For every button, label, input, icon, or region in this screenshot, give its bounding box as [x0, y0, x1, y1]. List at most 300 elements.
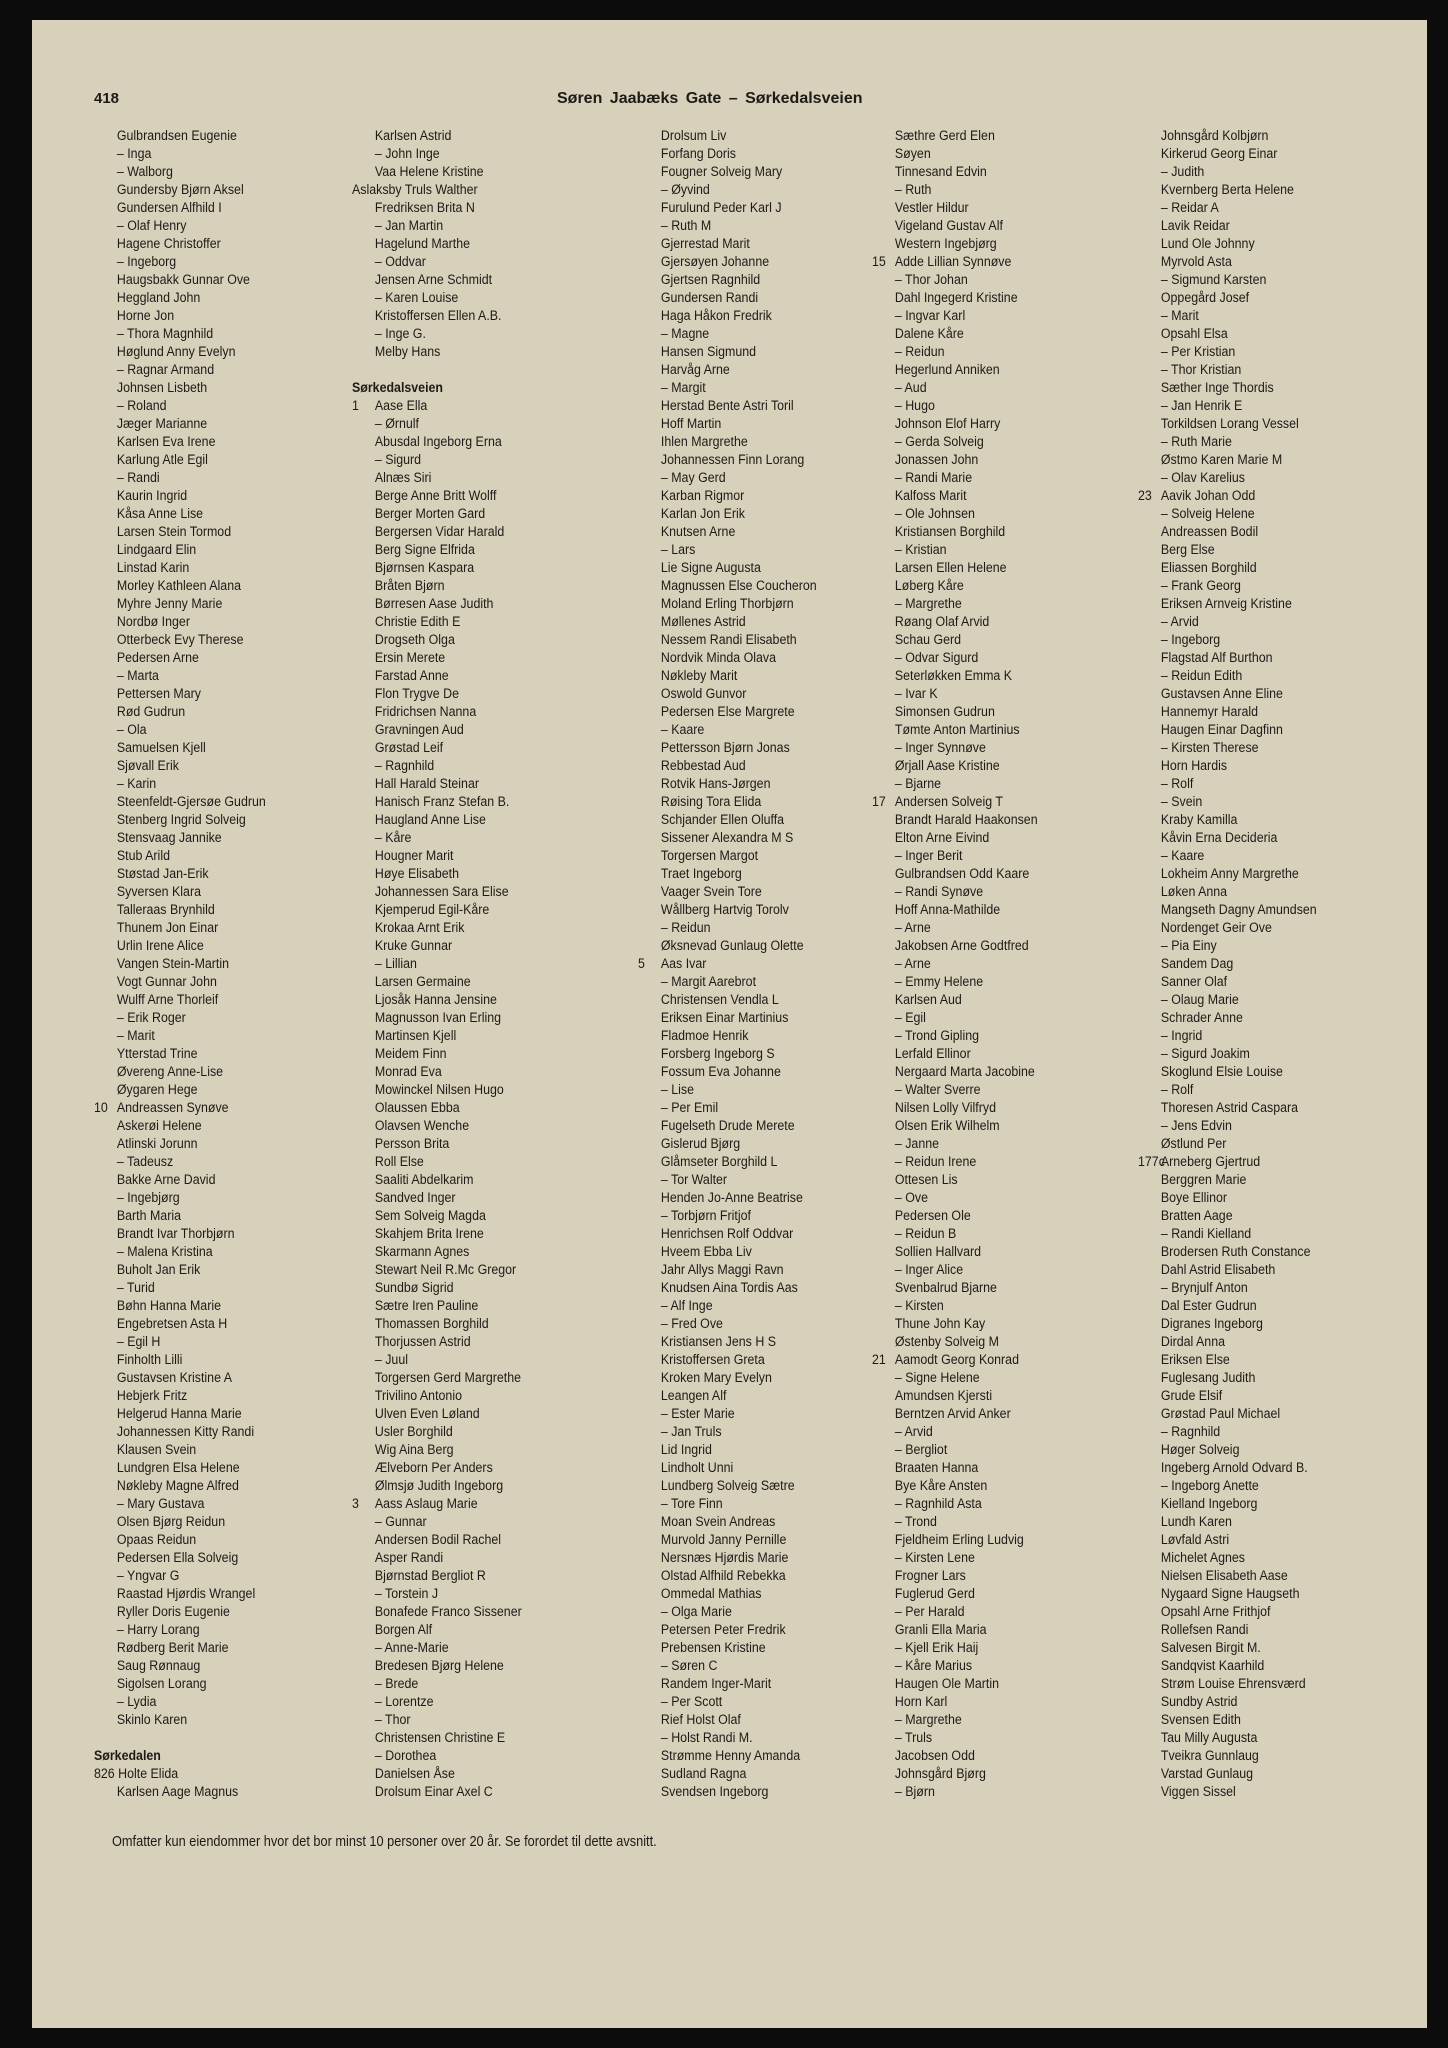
directory-entry	[352, 414, 522, 432]
resident-name: Børresen Aase Judith	[374, 595, 494, 611]
resident-name: Øygaren Hege	[116, 1081, 198, 1097]
resident-name: Vigeland Gustav Alf	[894, 217, 1003, 233]
directory-entry	[872, 342, 1038, 360]
directory-entry	[1138, 486, 1317, 504]
resident-name: Johnsgård Bjørg	[894, 1765, 986, 1781]
directory-entry	[872, 1710, 1038, 1728]
resident-name: – Torbjørn Fritjof	[660, 1207, 751, 1223]
resident-name: – Odvar Sigurd	[894, 649, 979, 665]
directory-entry	[352, 1692, 522, 1710]
directory-entry	[94, 1296, 266, 1314]
directory-entry	[94, 1206, 266, 1224]
directory-entry	[1138, 1296, 1317, 1314]
directory-entry	[1138, 1620, 1317, 1638]
resident-name: Johnson Elof Harry	[894, 415, 1001, 431]
resident-name: Henden Jo-Anne Beatrise	[660, 1189, 803, 1205]
resident-name: Ryller Doris Eugenie	[116, 1603, 230, 1619]
directory-entry	[94, 450, 266, 468]
directory-entry	[1138, 324, 1317, 342]
resident-name: Aass Aslaug Marie	[374, 1495, 478, 1511]
directory-entry	[352, 252, 522, 270]
resident-name: Talleraas Brynhild	[116, 901, 215, 917]
directory-entry	[872, 936, 1038, 954]
resident-name: Fugelseth Drude Merete	[660, 1117, 795, 1133]
directory-entry	[352, 288, 522, 306]
directory-entry	[638, 828, 817, 846]
directory-entry	[352, 990, 522, 1008]
column-4	[872, 126, 1038, 1800]
resident-name: Hall Harald Steinar	[374, 775, 479, 791]
directory-entry	[352, 1206, 522, 1224]
directory-entry	[94, 594, 266, 612]
resident-name: Drolsum Einar Axel C	[374, 1783, 493, 1799]
directory-entry	[638, 1224, 817, 1242]
directory-entry	[638, 1314, 817, 1332]
resident-name: Glåmseter Borghild L	[660, 1153, 778, 1169]
directory-entry	[94, 306, 266, 324]
resident-name: Haugen Einar Dagfinn	[1160, 721, 1283, 737]
directory-entry	[872, 558, 1038, 576]
resident-name: Ottesen Lis	[894, 1171, 958, 1187]
directory-entry	[352, 558, 522, 576]
resident-name: – May Gerd	[660, 469, 726, 485]
resident-name: – Kaare	[1160, 847, 1205, 863]
directory-entry	[352, 846, 522, 864]
directory-entry	[872, 198, 1038, 216]
directory-entry	[1138, 810, 1317, 828]
directory-entry	[638, 1098, 817, 1116]
directory-entry	[94, 1134, 266, 1152]
directory-entry	[94, 468, 266, 486]
directory-entry	[1138, 792, 1317, 810]
resident-name: Trivilino Antonio	[374, 1387, 462, 1403]
directory-entry	[872, 1296, 1038, 1314]
directory-entry	[1138, 1080, 1317, 1098]
resident-name: Fladmoe Henrik	[660, 1027, 749, 1043]
resident-name: – Margit Aarebrot	[660, 973, 757, 989]
resident-name: Berg Signe Elfrida	[374, 541, 475, 557]
directory-entry	[872, 1260, 1038, 1278]
resident-name: Leangen Alf	[660, 1387, 727, 1403]
resident-name: – Lillian	[374, 955, 417, 971]
directory-entry	[872, 180, 1038, 198]
directory-entry	[638, 1188, 817, 1206]
resident-name: – Reidun B	[894, 1225, 957, 1241]
directory-entry	[1138, 1602, 1317, 1620]
resident-name: Rød Gudrun	[116, 703, 186, 719]
directory-entry	[352, 504, 522, 522]
directory-entry	[872, 1116, 1038, 1134]
house-number: 17	[872, 793, 886, 809]
resident-name: Støstad Jan-Erik	[116, 865, 209, 881]
directory-entry	[872, 1674, 1038, 1692]
resident-name: Harvåg Arne	[660, 361, 730, 377]
resident-name: Grude Elsif	[1160, 1387, 1223, 1403]
resident-name: – Bergliot	[894, 1441, 948, 1457]
resident-name: Vestler Hildur	[894, 199, 969, 215]
directory-entry	[638, 270, 817, 288]
resident-name: – Marit	[116, 1027, 155, 1043]
resident-name: Knudsen Aina Tordis Aas	[660, 1279, 798, 1295]
directory-entry	[352, 1548, 522, 1566]
directory-entry	[352, 738, 522, 756]
resident-name: – Mary Gustava	[116, 1495, 205, 1511]
resident-name: Horn Karl	[894, 1693, 948, 1709]
directory-entry	[352, 864, 522, 882]
directory-entry	[94, 270, 266, 288]
resident-name: – Ragnhild	[1160, 1423, 1221, 1439]
directory-entry	[352, 1440, 522, 1458]
resident-name: Braaten Hanna	[894, 1459, 979, 1475]
directory-entry	[94, 252, 266, 270]
resident-name: Fjeldheim Erling Ludvig	[894, 1531, 1024, 1547]
resident-name: Jahr Allys Maggi Ravn	[660, 1261, 784, 1277]
resident-name: Ihlen Margrethe	[660, 433, 748, 449]
directory-entry	[638, 1494, 817, 1512]
resident-name: Abusdal Ingeborg Erna	[374, 433, 502, 449]
directory-entry	[638, 1080, 817, 1098]
resident-name: Farstad Anne	[374, 667, 449, 683]
directory-entry	[94, 810, 266, 828]
resident-name: Skinlo Karen	[116, 1711, 188, 1727]
resident-name: – Brede	[374, 1675, 419, 1691]
resident-name: Strømme Henny Amanda	[660, 1747, 801, 1763]
resident-name: – Arne	[894, 955, 931, 971]
directory-entry	[872, 720, 1038, 738]
resident-name: – Ragnar Armand	[116, 361, 215, 377]
resident-name: Helgerud Hanna Marie	[116, 1405, 242, 1421]
resident-name: – Juul	[374, 1351, 408, 1367]
resident-name: Dahl Ingegerd Kristine	[894, 289, 1018, 305]
directory-entry	[94, 954, 266, 972]
resident-name: – Arvid	[894, 1423, 933, 1439]
directory-entry	[638, 1602, 817, 1620]
resident-name: Lund Ole Johnny	[1160, 235, 1255, 251]
resident-name: Kristiansen Borghild	[894, 523, 1006, 539]
directory-entry	[352, 684, 522, 702]
directory-entry	[638, 594, 817, 612]
directory-entry	[94, 1476, 266, 1494]
directory-entry	[638, 486, 817, 504]
resident-name: Pettersen Mary	[116, 685, 201, 701]
resident-name: – Lars	[660, 541, 696, 557]
directory-entry	[638, 774, 817, 792]
resident-name: Flagstad Alf Burthon	[1160, 649, 1273, 665]
resident-name: Brandt Ivar Thorbjørn	[116, 1225, 235, 1241]
resident-name: Nygaard Signe Haugseth	[1160, 1585, 1300, 1601]
directory-entry	[638, 558, 817, 576]
resident-name: Murvold Janny Pernille	[660, 1531, 787, 1547]
resident-name: – Thora Magnhild	[116, 325, 214, 341]
house-number: 3	[352, 1495, 359, 1511]
resident-name: Finholth Lilli	[116, 1351, 183, 1367]
resident-name: Kåsa Anne Lise	[116, 505, 204, 521]
resident-name: Røising Tora Elida	[660, 793, 762, 809]
directory-entry	[872, 1008, 1038, 1026]
directory-entry	[352, 810, 522, 828]
directory-entry	[352, 180, 522, 198]
directory-entry	[94, 1602, 266, 1620]
resident-name: Berger Morten Gard	[374, 505, 486, 521]
resident-name: Ulven Even Løland	[374, 1405, 480, 1421]
resident-name: Skahjem Brita Irene	[374, 1225, 484, 1241]
directory-entry	[352, 216, 522, 234]
directory-entry	[94, 972, 266, 990]
directory-entry	[872, 684, 1038, 702]
directory-entry	[872, 918, 1038, 936]
resident-name: Fossum Eva Johanne	[660, 1063, 781, 1079]
resident-name: Ommedal Mathias	[660, 1585, 762, 1601]
directory-entry	[1138, 828, 1317, 846]
directory-entry	[872, 468, 1038, 486]
resident-name: Opsahl Arne Frithjof	[1160, 1603, 1271, 1619]
resident-name: Nergaard Marta Jacobine	[894, 1063, 1035, 1079]
resident-name: Heggland John	[116, 289, 201, 305]
directory-entry	[872, 1728, 1038, 1746]
directory-entry	[872, 1080, 1038, 1098]
directory-entry	[638, 342, 817, 360]
resident-name: Grøstad Paul Michael	[1160, 1405, 1281, 1421]
directory-entry	[1138, 504, 1317, 522]
resident-name: Nessem Randi Elisabeth	[660, 631, 797, 647]
directory-entry	[352, 1062, 522, 1080]
resident-name: Gislerud Bjørg	[660, 1135, 741, 1151]
resident-name: Karlsen Aage Magnus	[116, 1783, 239, 1799]
resident-name: – Ingvar Karl	[894, 307, 966, 323]
directory-entry	[94, 738, 266, 756]
resident-name: – Thor Kristian	[1160, 361, 1242, 377]
directory-entry	[872, 1206, 1038, 1224]
directory-entry	[1138, 360, 1317, 378]
resident-name: Brodersen Ruth Constance	[1160, 1243, 1311, 1259]
directory-entry	[352, 1134, 522, 1152]
directory-entry	[638, 1548, 817, 1566]
resident-name: Viggen Sissel	[1160, 1783, 1236, 1799]
directory-entry	[94, 1638, 266, 1656]
resident-name: Moan Svein Andreas	[660, 1513, 776, 1529]
column-2	[352, 126, 522, 1800]
directory-entry	[638, 1512, 817, 1530]
resident-name: Urlin Irene Alice	[116, 937, 204, 953]
directory-entry	[1138, 1422, 1317, 1440]
resident-name: – Ørnulf	[374, 415, 420, 431]
resident-name: – Roland	[116, 397, 167, 413]
directory-entry	[1138, 342, 1317, 360]
resident-name: Svendsen Ingeborg	[660, 1783, 769, 1799]
directory-entry	[1138, 162, 1317, 180]
directory-entry	[1138, 720, 1317, 738]
resident-name: – Marit	[1160, 307, 1199, 323]
directory-entry	[872, 1386, 1038, 1404]
directory-entry	[1138, 1350, 1317, 1368]
resident-name: Frogner Lars	[894, 1567, 966, 1583]
resident-name: Gustavsen Anne Eline	[1160, 685, 1283, 701]
resident-name: – Aud	[894, 379, 927, 395]
directory-entry	[1138, 990, 1317, 1008]
resident-name: Nilsen Lolly Vilfryd	[894, 1099, 996, 1115]
directory-entry	[872, 1566, 1038, 1584]
resident-name: Furulund Peder Karl J	[660, 199, 782, 215]
directory-entry	[1138, 954, 1317, 972]
resident-name: – Olav Karelius	[1160, 469, 1245, 485]
directory-entry	[872, 882, 1038, 900]
directory-entry	[94, 522, 266, 540]
directory-entry	[872, 756, 1038, 774]
resident-name: Nordbø Inger	[116, 613, 190, 629]
directory-entry	[94, 198, 266, 216]
directory-entry	[94, 180, 266, 198]
directory-entry	[1138, 1764, 1317, 1782]
directory-entry	[872, 1188, 1038, 1206]
directory-entry	[638, 882, 817, 900]
resident-name: – John Inge	[374, 145, 440, 161]
resident-name: Gravningen Aud	[374, 721, 464, 737]
resident-name: Horne Jon	[116, 307, 175, 323]
resident-name: Østmo Karen Marie M	[1160, 451, 1283, 467]
resident-name: – Jan Martin	[374, 217, 444, 233]
resident-name: Forfang Doris	[660, 145, 737, 161]
resident-name: Sæther Inge Thordis	[1160, 379, 1274, 395]
directory-entry	[638, 1440, 817, 1458]
resident-name: Saug Rønnaug	[116, 1657, 201, 1673]
directory-entry	[1138, 378, 1317, 396]
directory-entry	[94, 1386, 266, 1404]
resident-name: Gustavsen Kristine A	[116, 1369, 233, 1385]
resident-name: Johnsgård Kolbjørn	[1160, 127, 1269, 143]
directory-entry	[352, 1620, 522, 1638]
directory-entry	[94, 846, 266, 864]
directory-entry	[1138, 900, 1317, 918]
directory-entry	[1138, 1656, 1317, 1674]
resident-name: Svenbalrud Bjarne	[894, 1279, 997, 1295]
resident-name: Johannessen Finn Lorang	[660, 451, 805, 467]
resident-name: – Malena Kristina	[116, 1243, 213, 1259]
directory-entry	[638, 1710, 817, 1728]
resident-name: Pedersen Ole	[894, 1207, 971, 1223]
resident-name: Olavsen Wenche	[374, 1117, 470, 1133]
directory-entry	[638, 1674, 817, 1692]
section-heading	[94, 1746, 266, 1764]
directory-entry	[1138, 648, 1317, 666]
directory-entry	[352, 324, 522, 342]
resident-name: Bonafede Franco Sissener	[374, 1603, 522, 1619]
resident-name: Pedersen Else Margrete	[660, 703, 795, 719]
resident-name: – Trond	[894, 1513, 937, 1529]
resident-name: Karlsen Astrid	[374, 127, 452, 143]
resident-name: – Alf Inge	[660, 1297, 713, 1313]
directory-entry	[638, 846, 817, 864]
resident-name: – Reidun	[660, 919, 711, 935]
resident-name: Johannessen Kitty Randi	[116, 1423, 255, 1439]
directory-entry	[638, 1728, 817, 1746]
resident-name: Ælveborn Per Anders	[374, 1459, 493, 1475]
directory-entry	[352, 1116, 522, 1134]
resident-name: Flon Trygve De	[374, 685, 459, 701]
directory-entry	[352, 756, 522, 774]
resident-name: – Randi Kielland	[1160, 1225, 1252, 1241]
resident-name: Ytterstad Trine	[116, 1045, 198, 1061]
directory-entry	[94, 1764, 266, 1782]
resident-name: Brandt Harald Haakonsen	[894, 811, 1038, 827]
resident-name: – Olaf Henry	[116, 217, 187, 233]
resident-name: Andreassen Bodil	[1160, 523, 1259, 539]
resident-name: Kaurin Ingrid	[116, 487, 188, 503]
resident-name: – Ester Marie	[660, 1405, 735, 1421]
directory-entry	[638, 1008, 817, 1026]
directory-entry	[1138, 1152, 1317, 1170]
resident-name: Sundby Astrid	[1160, 1693, 1238, 1709]
directory-entry	[352, 468, 522, 486]
resident-name: – Margrethe	[894, 1711, 962, 1727]
directory-entry	[352, 432, 522, 450]
directory-entry	[1138, 1098, 1317, 1116]
resident-name: Rebbestad Aud	[660, 757, 746, 773]
resident-name: Mowinckel Nilsen Hugo	[374, 1081, 504, 1097]
resident-name: Steenfeldt-Gjersøe Gudrun	[116, 793, 266, 809]
resident-name: – Torstein J	[374, 1585, 439, 1601]
directory-entry	[1138, 864, 1317, 882]
resident-name: Petersen Peter Fredrik	[660, 1621, 786, 1637]
directory-entry	[1138, 468, 1317, 486]
directory-entry	[352, 342, 522, 360]
directory-entry	[352, 1404, 522, 1422]
directory-entry	[94, 1260, 266, 1278]
directory-entry	[94, 1440, 266, 1458]
resident-name: Mangseth Dagny Amundsen	[1160, 901, 1317, 917]
resident-name: Aavik Johan Odd	[1160, 487, 1256, 503]
directory-entry	[872, 1314, 1038, 1332]
directory-entry	[1138, 666, 1317, 684]
resident-name: Lundgren Elsa Helene	[116, 1459, 240, 1475]
directory-entry	[352, 144, 522, 162]
resident-name: Syversen Klara	[116, 883, 201, 899]
resident-name: Varstad Gunlaug	[1160, 1765, 1254, 1781]
resident-name: Nordvik Minda Olava	[660, 649, 776, 665]
resident-name: – Kåre	[374, 829, 412, 845]
directory-entry	[352, 1674, 522, 1692]
directory-entry	[94, 702, 266, 720]
resident-name: Ørjall Aase Kristine	[894, 757, 1000, 773]
resident-name: Barth Maria	[116, 1207, 181, 1223]
resident-name: – Egil	[894, 1009, 926, 1025]
directory-entry	[872, 972, 1038, 990]
directory-entry	[638, 1638, 817, 1656]
directory-entry	[1138, 522, 1317, 540]
resident-name: Gjertsen Ragnhild	[660, 271, 761, 287]
resident-name: – Solveig Helene	[1160, 505, 1255, 521]
resident-name: Herstad Bente Astri Toril	[660, 397, 794, 413]
resident-name: Stenberg Ingrid Solveig	[116, 811, 246, 827]
resident-name: Boye Ellinor	[1160, 1189, 1228, 1205]
resident-name: Thunem Jon Einar	[116, 919, 219, 935]
directory-entry	[94, 1224, 266, 1242]
resident-name: – Karin	[116, 775, 157, 791]
resident-name: – Walborg	[116, 163, 173, 179]
resident-name: – Ingeborg Anette	[1160, 1477, 1259, 1493]
resident-name: Gundersen Alfhild I	[116, 199, 222, 215]
directory-entry	[352, 1422, 522, 1440]
directory-entry	[94, 1710, 266, 1728]
resident-name: Jæger Marianne	[116, 415, 208, 431]
resident-name: – Anne-Marie	[374, 1639, 449, 1655]
resident-name: Wållberg Hartvig Torolv	[660, 901, 789, 917]
directory-entry	[352, 918, 522, 936]
resident-name: Berntzen Arvid Anker	[894, 1405, 1011, 1421]
resident-name: Dal Ester Gudrun	[1160, 1297, 1257, 1313]
directory-entry	[638, 252, 817, 270]
directory-entry	[638, 1584, 817, 1602]
resident-name: – Janne	[894, 1135, 940, 1151]
